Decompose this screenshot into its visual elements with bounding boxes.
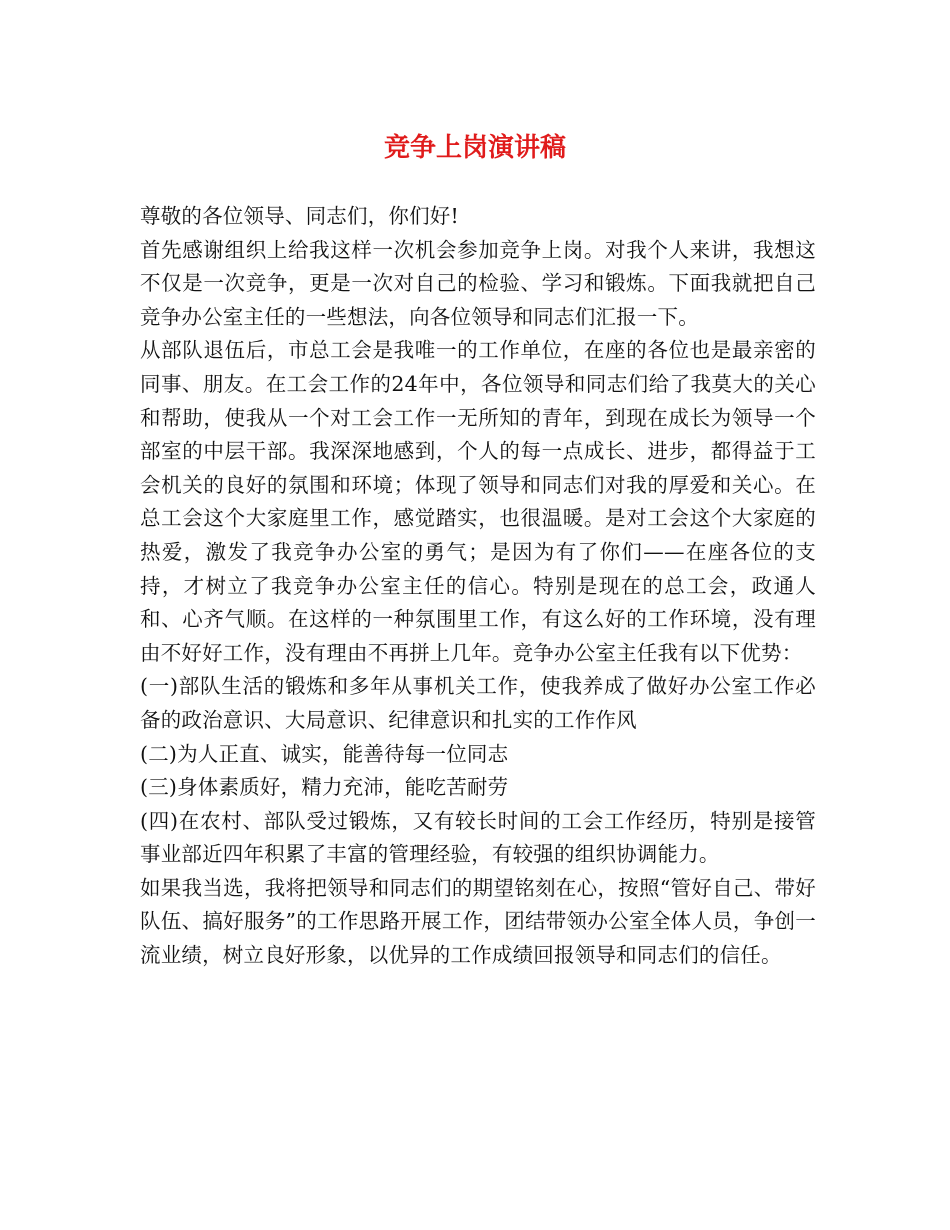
paragraph-closing: 如果我当选，我将把领导和同志们的期望铭刻在心，按照“管好自己、带好队伍、搞好服务”的工作思路开展工作，团结带领办公室全体人员，争创一流业绩，树立良好形象，以优异的工作成绩回报领导和同志们的信任。 [140, 875, 816, 968]
paragraph-advantage-1: (一)部队生活的锻炼和多年从事机关工作，使我养成了做好办公室工作必备的政治意识、大局意识、纪律意识和扎实的工作作风 [140, 674, 816, 732]
paragraph-advantage-3: (三)身体素质好，精力充沛，能吃苦耐劳 [140, 775, 509, 800]
paragraph-advantage-2: (二)为人正直、诚实，能善待每一位同志 [140, 741, 509, 766]
document-body [140, 200, 816, 973]
paragraph-advantage-4: (四)在农村、部队受过锻炼，又有较长时间的工会工作经历，特别是接管事业部近四年积累了丰富的管理经验，有较强的组织协调能力。 [140, 808, 816, 867]
document-title: 竞争上岗演讲稿 [383, 133, 566, 163]
paragraph-intro: 首先感谢组织上给我这样一次机会参加竞争上岗。对我个人来讲，我想这不仅是一次竞争，更是一次对自己的检验、学习和锻炼。下面我就把自己竞争办公室主任的一些想法，向各位领导和同志们汇报一下。 [140, 237, 816, 329]
paragraph-greeting: 尊敬的各位领导、同志们，你们好! [140, 204, 459, 228]
paragraph-background: 从部队退伍后，市总工会是我唯一的工作单位，在座的各位也是最亲密的同事、朋友。在工会工作的24年中，各位领导和同志们给了我莫大的关心和帮助，使我从一个对工会工作一无所知的青年，到现在成长为领导一个部室的中层干部。我深深地感到，个人的每一点成长、进步，都得益于工会机关的良好的氛围和环境；体现了领导和同志们对我的厚爱和关心。在总工会这个大家庭里工作，感觉踏实，也很温暖。是对工会这个大家庭的热爱，激发了我竞争办公室的勇气；是因为有了你们——在座各位的支持，才树立了我竞争办公室主任的信心。特别是现在的总工会，政通人和、心齐气顺。在这样的一种氛围里工作，有这么好的工作环境，没有理由不好好工作，没有理由不再拼上几年。竞争办公室主任我有以下优势： [140, 338, 816, 665]
